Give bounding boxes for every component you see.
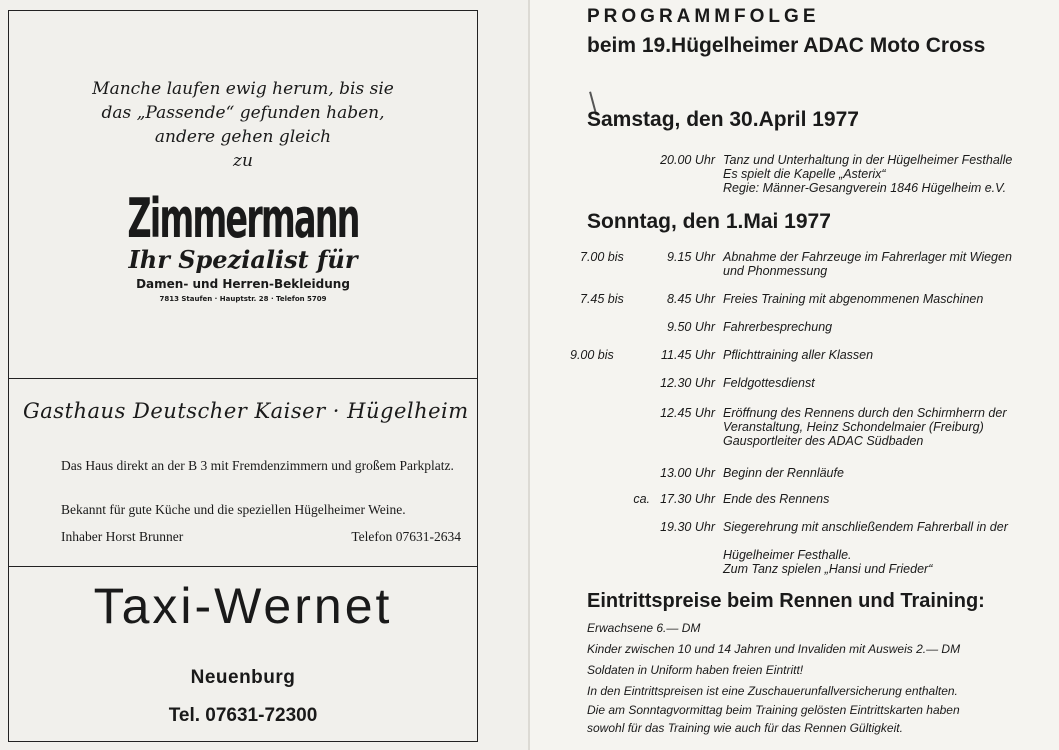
entry-time: 12.30 Uhr — [660, 376, 715, 390]
gasthaus-ad — [9, 379, 477, 567]
entry-from: 7.00 bis — [580, 250, 624, 264]
zimmermann-subtitle: Damen- und Herren-Bekleidung — [136, 277, 350, 291]
entry-line: Freies Training mit abgenommenen Maschinen — [723, 292, 984, 306]
entry-line: Siegerehrung mit anschließendem Fahrerball in der — [723, 520, 1008, 534]
entry-line: Feldgottesdienst — [723, 376, 815, 390]
saturday-line: Tanz und Unterhaltung in der Hügelheimer Festhalle — [723, 153, 1013, 167]
zimmermann-ad — [9, 11, 477, 379]
entry-time: 12.45 Uhr — [660, 406, 715, 420]
taxi-ad — [9, 567, 477, 741]
zimmermann-tagline: Ihr Spezialist für — [128, 245, 358, 274]
saturday-heading: Samstag, den 30.April 1977 — [587, 108, 859, 131]
entry-time: 13.00 Uhr — [660, 466, 715, 480]
gasthaus-owner: Inhaber Horst Brunner — [61, 529, 184, 544]
entry-line: Beginn der Rennläufe — [723, 466, 844, 480]
entry-line: Veranstaltung, Heinz Schondelmaier (Freiburg) — [723, 420, 984, 434]
ads-frame — [8, 10, 478, 742]
saturday-line: Es spielt die Kapelle „Asterix“ — [723, 167, 886, 181]
entry-from: 7.45 bis — [580, 292, 624, 306]
entry-description — [723, 292, 983, 306]
entry-time: 19.30 Uhr — [660, 520, 715, 534]
entry-description — [723, 520, 1008, 534]
right-page — [530, 0, 1059, 750]
entry-line: Ende des Rennens — [723, 492, 830, 506]
entry-description — [723, 320, 832, 334]
slogan-line: Manche laufen ewig herum, bis sie — [92, 79, 394, 99]
entry-from: 9.00 bis — [570, 348, 614, 362]
gasthaus-specialty: Bekannt für gute Küche und die speziellen Hügelheimer Weine. — [61, 502, 406, 517]
entry-description — [723, 548, 932, 576]
entry-time: 9.50 Uhr — [667, 320, 715, 334]
slogan-line: andere gehen gleich — [154, 127, 332, 147]
entry-description — [723, 376, 815, 390]
gasthaus-title: Gasthaus Deutscher Kaiser · Hügelheim — [23, 399, 469, 423]
entry-description — [723, 406, 1007, 448]
taxi-town: Neuenburg — [190, 667, 296, 688]
entry-line: Pflichttraining aller Klassen — [723, 348, 874, 362]
price-line: In den Eintrittspreisen ist eine Zuschauerunfallversicherung enthalten. — [587, 684, 958, 698]
entry-line: und Phonmessung — [723, 264, 828, 278]
entry-time: 17.30 Uhr — [660, 492, 715, 506]
price-line: Die am Sonntagvormittag beim Training gelösten Eintrittskarten haben — [587, 703, 960, 717]
entry-description — [723, 492, 829, 506]
price-line: sowohl für das Training wie auch für das Rennen Gültigkeit. — [587, 721, 903, 735]
gasthaus-phone: Telefon 07631-2634 — [351, 529, 461, 544]
price-line: Erwachsene 6.— DM — [587, 621, 701, 635]
slogan-line: zu — [233, 151, 253, 171]
program-subtitle: beim 19.Hügelheimer ADAC Moto Cross — [587, 34, 986, 57]
entry-line: Fahrerbesprechung — [723, 320, 833, 334]
sunday-heading: Sonntag, den 1.Mai 1977 — [587, 210, 831, 233]
slogan-line: das „Passende“ gefunden haben, — [101, 103, 385, 123]
gasthaus-description: Das Haus direkt an der B 3 mit Fremdenzimmern und großem Parkplatz. — [61, 458, 454, 473]
price-line: Kinder zwischen 10 und 14 Jahren und Invaliden mit Ausweis 2.— DM — [587, 642, 961, 656]
entry-from: ca. — [633, 492, 650, 506]
saturday-line: Regie: Männer-Gesangverein 1846 Hügelheim e.V. — [723, 181, 1007, 195]
taxi-phone: Tel. 07631-72300 — [168, 705, 318, 726]
entry-time: 9.15 Uhr — [667, 250, 715, 264]
entry-line: Gausportleiter des ADAC Südbaden — [723, 434, 924, 448]
saturday-description — [723, 153, 1012, 195]
entry-description — [723, 348, 873, 362]
entry-line: Eröffnung des Rennens durch den Schirmherrn der — [723, 406, 1007, 420]
zimmermann-address: 7813 Staufen · Hauptstr. 28 · Telefon 5709 — [159, 295, 327, 303]
entry-line: Abnahme der Fahrzeuge im Fahrerlager mit Wiegen — [723, 250, 1012, 264]
entry-time: 11.45 Uhr — [661, 348, 715, 362]
price-line: Soldaten in Uniform haben freien Eintritt! — [587, 663, 804, 677]
prices-heading: Eintrittspreise beim Rennen und Training: — [587, 590, 985, 612]
taxi-name: Taxi-Wernet — [93, 578, 393, 634]
entry-time: 8.45 Uhr — [667, 292, 715, 306]
saturday-time: 20.00 Uhr — [660, 153, 715, 167]
program-title: PROGRAMMFOLGE — [587, 6, 820, 27]
zimmermann-slogan — [9, 77, 477, 173]
entry-description — [723, 466, 844, 480]
zimmermann-brand: Zimmermann — [127, 187, 359, 250]
entry-line: Hügelheimer Festhalle. — [723, 548, 852, 562]
entry-line: Zum Tanz spielen „Hansi und Frieder“ — [723, 562, 933, 576]
entry-description — [723, 250, 1012, 278]
